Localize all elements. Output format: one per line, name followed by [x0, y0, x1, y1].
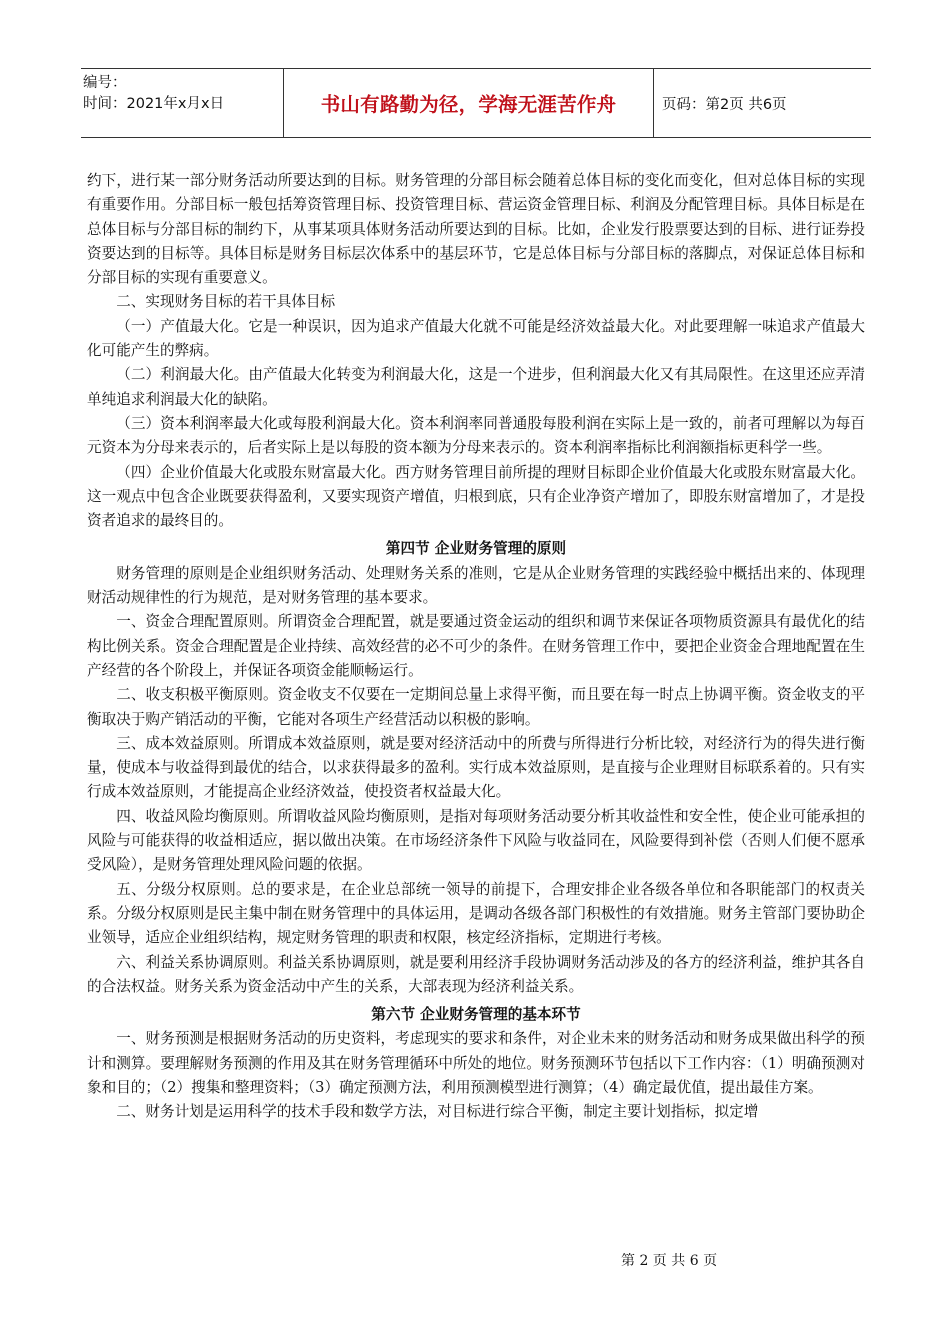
date-label: 时间：2021年x月x日 [83, 96, 225, 112]
paragraph: 二、实现财务目标的若干具体目标 [116, 293, 336, 311]
paragraph: 一、财务预测是根据财务活动的历史资料，考虑现实的要求和条件，对企业未来的财务活动和财务成果做出科学的预计和测算。要理解财务预测的作用及其在财务管理循环中所处的地位。财务预测环节包括以下工作内容：（1）明确预测对象和目的；（2）搜集和整理资料；（3）确定预测方法，利用预测模型进行测算；（4）确定最优值，提出最佳方案。 [87, 1030, 865, 1096]
paragraph: 二、收支积极平衡原则。资金收支不仅要在一定期间总量上求得平衡，而且要在每一时点上协调平衡。资金收支的平衡取决于购产销活动的平衡，它能对各项生产经营活动以积极的影响。 [87, 686, 865, 728]
paragraph: 五、分级分权原则。总的要求是，在企业总部统一领导的前提下，合理安排企业各级各单位和各职能部门的权责关系。分级分权原则是民主集中制在财务管理中的具体运用，是调动各级各部门积极性的有效措施。财务主管部门要协助企业领导，适应企业组织结构，规定财务管理的职责和权限，核定经济指标，定期进行考核。 [87, 880, 865, 947]
header-motto-cell [284, 69, 654, 137]
paragraph: 三、成本效益原则。所谓成本效益原则，就是要对经济活动中的所费与所得进行分析比较，对经济行为的得失进行衡量，使成本与收益得到最优的结合，以求获得最多的盈利。实行成本效益原则，是直接与企业理财目标联系着的。只有实行成本效益原则，才能提高企业经济效益，使投资者权益最大化。 [87, 734, 865, 801]
paragraph: 财务管理的原则是企业组织财务活动、处理财务关系的准则，它是从企业财务管理的实践经验中概括出来的、体现理财活动规律性的行为规范，是对财务管理的基本要求。 [87, 564, 865, 607]
motto: 书山有路勤为径，学海无涯苦作舟 [320, 93, 617, 116]
number-label: 编号： [83, 75, 127, 91]
paragraph: 六、利益关系协调原则。利益关系协调原则，就是要利用经济手段协调财务活动涉及的各方的经济利益，维护其各自的合法权益。财务关系为资金活动中产生的关系，大部表现为经济利益关系。 [87, 953, 865, 995]
page-label: 页码：第2页 共6页 [662, 96, 787, 113]
section-heading: 第四节 企业财务管理的原则 [385, 540, 567, 558]
paragraph: 约下，进行某一部分财务活动所要达到的目标。财务管理的分部目标会随着总体目标的变化而变化，但对总体目标的实现有重要作用。分部目标一般包括筹资管理目标、投资管理目标、营运资金管理目标、利润及分配管理目标。具体目标是在总体目标与分部目标的制约下，从事某项具体财务活动所要达到的目标。比如，企业发行股票要达到的目标、进行证券投资要达到的目标等。具体目标是财务目标层次体系中的基层环节，它是总体目标与分部目标的落脚点，对保证总体目标和分部目标的实现有重要意义。 [87, 172, 865, 287]
paragraph: （一）产值最大化。它是一种误识，因为追求产值最大化就不可能是经济效益最大化。对此要理解一味追求产值最大化可能产生的弊病。 [87, 317, 865, 360]
paragraph: 四、收益风险均衡原则。所谓收益风险均衡原则，是指对每项财务活动要分析其收益性和安全性，使企业可能承担的风险与可能获得的收益相适应，据以做出决策。在市场经济条件下风险与收益同在，风险要得到补偿（否则人们便不愿承受风险），是财务管理处理风险问题的依据。 [87, 807, 865, 874]
header-info [81, 69, 284, 137]
paragraph: （二）利润最大化。由产值最大化转变为利润最大化，这是一个进步，但利润最大化又有其局限性。在这里还应弄清单纯追求利润最大化的缺陷。 [87, 366, 865, 408]
page-header [81, 68, 871, 138]
document-body [87, 169, 865, 1125]
paragraph: （三）资本利润率最大化或每股利润最大化。资本利润率同普通股每股利润在实际上是一致的，前者可理解以为每百元资本为分母来表示的，后者实际上是以每股的资本额为分母来表示的。资本利润率指标比利润额指标更科学一些。 [87, 414, 865, 457]
header-page-cell [654, 69, 871, 137]
section-heading: 第六节 企业财务管理的基本环节 [371, 1006, 581, 1024]
paragraph: 一、资金合理配置原则。所谓资金合理配置，就是要通过资金运动的组织和调节来保证各项物质资源具有最优化的结构比例关系。资金合理配置是企业持续、高效经营的必不可少的条件。在财务管理工作中，要把企业资金合理地配置在生产经营的各个阶段上，并保证各项资金能顺畅运行。 [87, 613, 865, 679]
page-footer: 第 2 页 共 6 页 [621, 1253, 718, 1269]
paragraph: 二、财务计划是运用科学的技术手段和数学方法，对目标进行综合平衡，制定主要计划指标，拟定增 [116, 1103, 759, 1121]
paragraph: （四）企业价值最大化或股东财富最大化。西方财务管理目前所提的理财目标即企业价值最大化或股东财富最大化。这一观点中包含企业既要获得盈利，又要实现资产增值，归根到底，只有企业净资产增加了，即股东财富增加了，才是投资者追求的最终目的。 [87, 463, 865, 530]
